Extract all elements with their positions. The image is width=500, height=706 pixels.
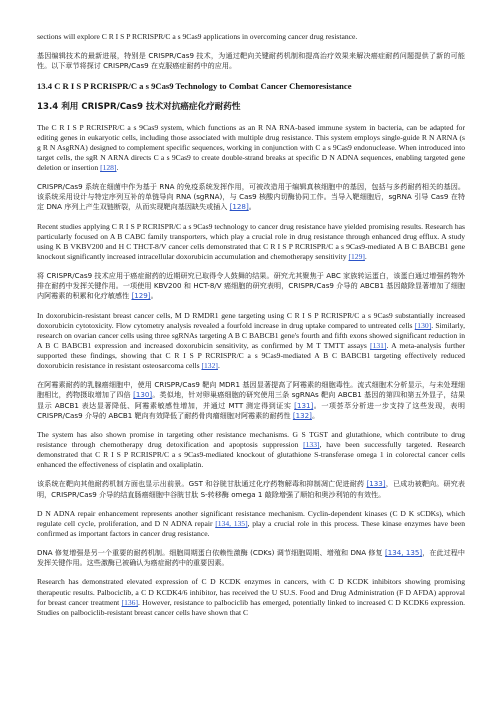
citation-link[interactable]: [129]: [131, 291, 151, 301]
citation-link[interactable]: [134, 135]: [215, 518, 248, 528]
section-heading-zh: 13.4 利用 CRISPR/Cas9 技术对抗癌症化疗耐药性: [37, 101, 241, 112]
paragraph-en-abc-transporters: Recent studies applying C R I S P RCRISPR/C a s 9Cas9 technology to cancer drug resistance have yielded promising results. Research has particularly focused on A B CABC family transporters, which play a crucial role in drug resistance through enhanced drug efflux. A study using K B VKBV200 and H C THCT-8/V cancer cells demonstrated that C R I S P RCRISPR/C a s 9Cas9-mediated A B C BABCB1 gene knockout significantly increased intracellular doxorubicin accumulation and chemotherapy sensitivity [129].: [37, 221, 465, 261]
citation-link[interactable]: [128]: [229, 202, 249, 212]
citation-link[interactable]: [129]: [348, 251, 365, 261]
citation-link[interactable]: [136]: [121, 597, 139, 607]
citation-link[interactable]: [128]: [100, 162, 117, 172]
citation-link[interactable]: [130]: [133, 390, 153, 400]
citation-link[interactable]: [131]: [370, 340, 387, 350]
paragraph-en-doxorubicin: In doxorubicin-resistant breast cancer cells, M D RMDR1 gene targeting using C R I S P RCRISPR/C a s 9Cas9 substantially increased doxorubicin cytotoxicity. Flow cytometry analysis revealed a fourfold increase in drug uptake compared to untreated cells [130]. Similarly, research on ovarian cancer cells using three sgRNAs targeting A B C BABCB1 gene's fourth and fifth exons showed significant reduction in A B C BABCB1 expression and increased doxorubicin sensitivity, as confirmed by M T TMTT assays [131]. A meta-analysis further supported these findings, showing that C R I S P RCRISPR/C a s 9Cas9-mediated A B C BABCB1 targeting effectively reduced doxorubicin resistance in resistant osteosarcoma cells [132].: [37, 310, 465, 371]
section-heading-en: 13.4 C R I S P RCRISPR/C a s 9Cas9 Technology to Combat Cancer Chemoresistance: [37, 80, 352, 91]
citation-link[interactable]: [131]: [294, 400, 314, 410]
paragraph-zh-doxorubicin: 在阿霉素耐药的乳腺癌细胞中，使用 CRISPR/Cas9 靶向 MDR1 基因显著提高了阿霉素的细胞毒性。流式细胞术分析显示，与未处理细胞相比，药物摄取增加了四倍 [130]。类似地，针对卵巢癌细胞的研究使用三条 sgRNAs 靶向 ABCB1 基因的第四和第五外显子，结果显示 ABCB1 表达显著降低、阿霉素敏感性增加，并通过 MTT 测定得到证实 [131]。一项荟萃分析进一步支持了这些发现，表明 CRISPR/Cas9 介导的 ABCB1 靶向有效降低了耐药骨肉瘤细胞对阿霉素的耐药性 [132]。: [37, 380, 465, 420]
citation-link[interactable]: [134, 135]: [384, 548, 423, 557]
paragraph-zh-gst: 该系统在靶向其他耐药机制方面也显示出前景。GST 和谷胱甘肽通过化疗药物解毒和抑制凋亡促进耐药 [133]，已成功被靶向。研究表明，CRISPR/Cas9 介导的结直肠癌细胞中谷胱甘肽 S-转移酶 omega 1 敲除增强了顺铂和奥沙利铂的有效性。: [37, 479, 466, 499]
paragraph-zh-intro-end: 基因编辑技术的最新进展，特别是 CRISPR/Cas9 技术，为通过靶向关键耐药机制和提高治疗效果来解决癌症耐药问题提供了新的可能性。以下章节将探讨 CRISPR/Cas9 在克服癌症耐药中的应用。: [37, 51, 465, 71]
citation-link[interactable]: [133]: [303, 440, 320, 450]
paragraph-en-gst: The system has also shown promise in targeting other resistance mechanisms. G S TGST and glutathione, which contribute to drug resistance through chemotherapy drug detoxification and apoptosis suppression [133], have been successfully targeted. Research demonstrated that C R I S P RCRISPR/C a s 9Cas9-mediated knockout of glutathione S-transferase omega 1 in colorectal cancer cells enhanced the effectiveness of cisplatin and oxaliplatin.: [37, 429, 465, 470]
paragraph-zh-dna-repair: DNA 修复增强是另一个重要的耐药机制。细胞周期蛋白依赖性激酶 (CDKs) 调节细胞周期、增殖和 DNA 修复 [134, 135]，在此过程中发挥关键作用。这些激酶已被确认为癌症耐药中的重要因素。: [37, 548, 466, 568]
citation-link[interactable]: [132]: [201, 361, 218, 371]
paragraph-en-dna-repair: D N ADNA repair enhancement represents another significant resistance mechanism. Cyclin-dependent kinases (C D K sCDKs), which regulate cell cycle, proliferation, and D N ADNA repair [134, 135], play a crucial role in this process. These kinase enzymes have been confirmed as important factors in cancer drug resistance.: [37, 508, 465, 538]
citation-link[interactable]: [133]: [366, 479, 386, 489]
paragraph-en-crispr-system: The C R I S P RCRISPR/C a s 9Cas9 system, which functions as an R NA RNA-based immune system in bacteria, can be adapted for editing genes in eukaryotic cells, including those associated with multiple drug resistance. This system employs single-guide R N ARNA (s g R N AsgRNA) designed to complement specific sequences, working in conjunction with C a s 9Cas9 endonuclease. When introduced into target cells, the sgR N ARNA directs C a s 9Cas9 to create double-strand breaks at specific D N ADNA sequences, enabling targeted gene deletion or insertion [128].: [37, 122, 465, 172]
paragraph-zh-abc-transporters: 将 CRISPR/Cas9 技术应用于癌症耐药的近期研究已取得令人鼓舞的结果。研究尤其聚焦于 ABC 家族转运蛋白，该蛋白通过增强药物外排在耐药中发挥关键作用。一项使用 KBV200 和 HCT-8/V 癌细胞的研究表明，CRISPR/Cas9 介导的 ABCB1 基因敲除显著增加了细胞内阿霉素的积累和化疗敏感性 [129]。: [37, 270, 465, 301]
paragraph-zh-crispr-system: CRISPR/Cas9 系统在细菌中作为基于 RNA 的免疫系统发挥作用，可被改造用于编辑真核细胞中的基因，包括与多药耐药相关的基因。该系统采用设计与特定序列互补的单链导向 RNA (sgRNA)，与 Cas9 核酸内切酶协同工作。当导入靶细胞后，sgRNA 引导 Cas9 在特定 DNA 序列上产生双链断裂，从而实现靶向基因缺失或插入 [128]。: [37, 181, 465, 212]
paragraph-en-intro-end: sections will explore C R I S P RCRISPR/C a s 9Cas9 applications in overcoming cancer drug resistance.: [37, 32, 358, 41]
paragraph-en-cdk: Research has demonstrated elevated expression of C D KCDK enzymes in cancers, with C D KCDK inhibitors showing promising therapeutic results. Palbociclib, a C D KCDK4/6 inhibitor, has received the U SU.S. Food and Drug Administration (F D AFDA) approval for breast cancer treatment [136]. However, resistance to palbociclib has emerged, potentially linked to increased C D KCDK6 expression. Studies on palbociclib-resistant breast cancer cells have shown that C: [37, 577, 466, 617]
citation-link[interactable]: [132]: [292, 410, 312, 420]
document-page: [37, 32, 465, 627]
citation-link[interactable]: [130]: [414, 320, 432, 330]
